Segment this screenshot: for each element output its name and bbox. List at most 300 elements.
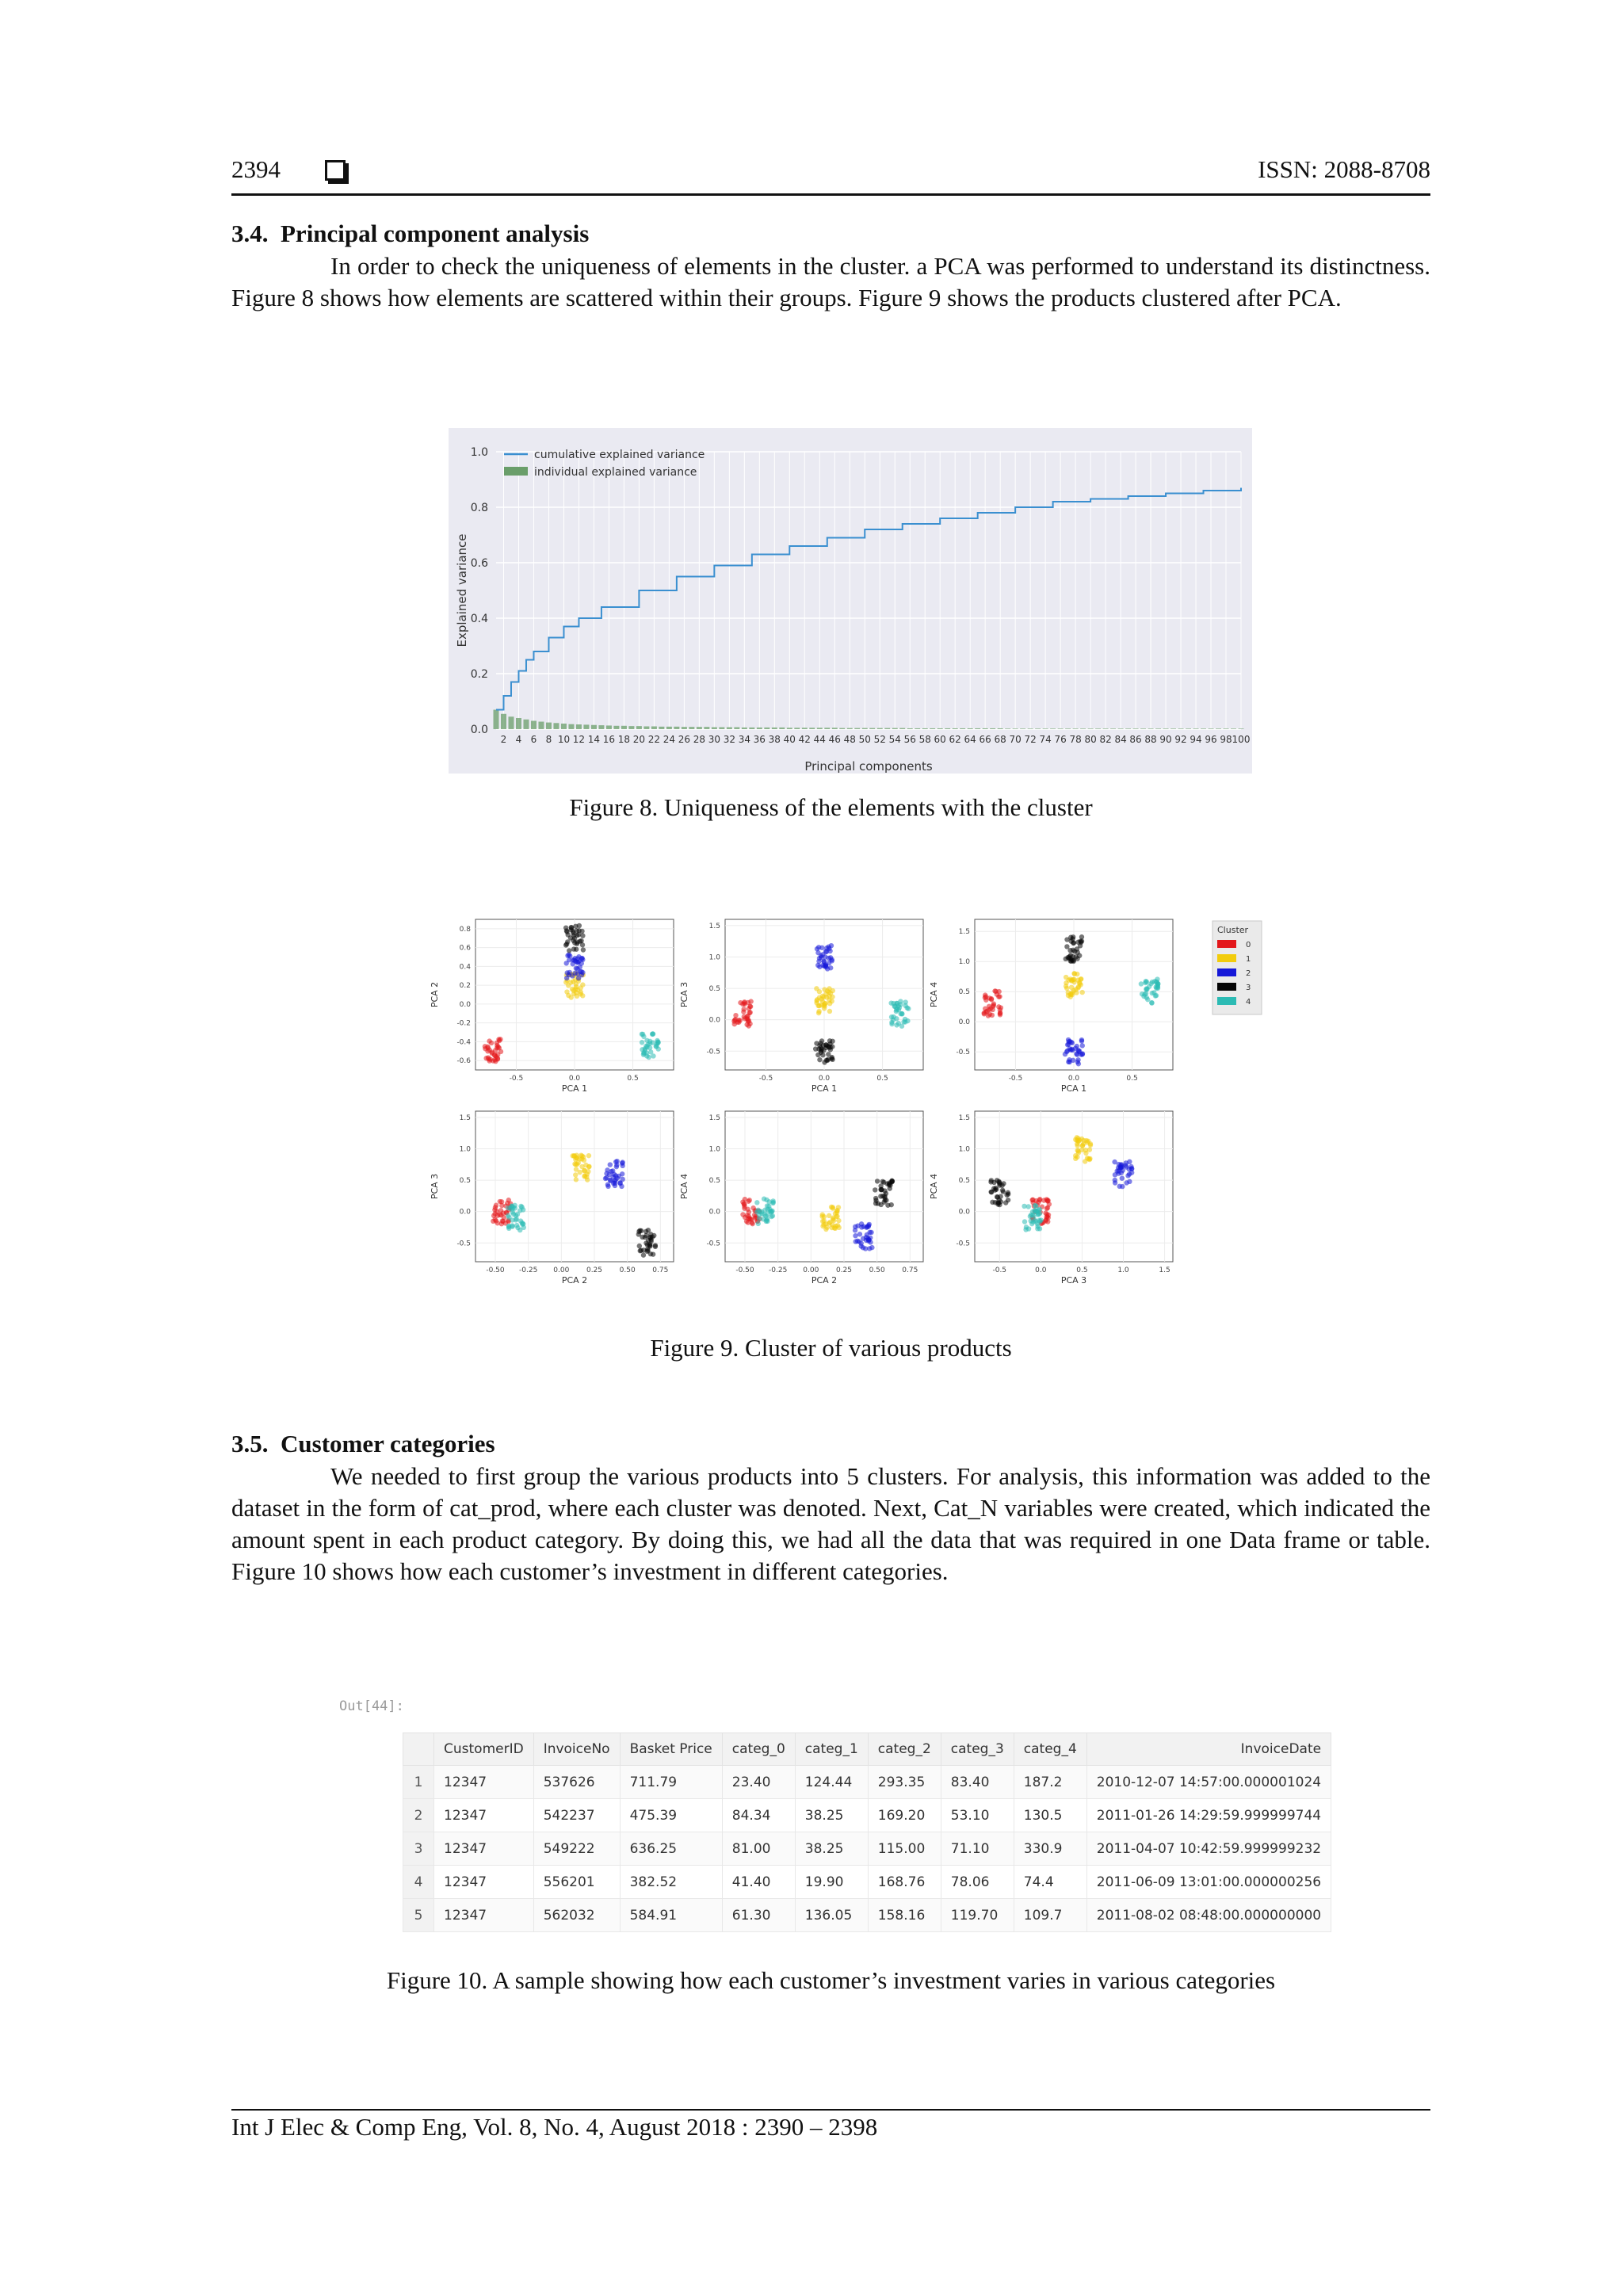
cluster-point bbox=[570, 1153, 575, 1158]
x-tick-label: 54 bbox=[888, 734, 901, 745]
variance-bar bbox=[1020, 728, 1025, 729]
cluster-point bbox=[1043, 1218, 1048, 1223]
variance-bar bbox=[1125, 728, 1131, 729]
cluster-point bbox=[566, 983, 571, 988]
table-cell: 330.9 bbox=[1014, 1832, 1086, 1866]
cluster-point bbox=[861, 1245, 865, 1250]
cluster-point bbox=[757, 1217, 762, 1221]
x-tick-label: 42 bbox=[798, 734, 811, 745]
cluster-point bbox=[570, 987, 575, 991]
cluster-point bbox=[817, 1057, 822, 1062]
x-tick-label: 16 bbox=[602, 734, 616, 745]
variance-bar bbox=[899, 728, 905, 729]
cluster-point bbox=[493, 1205, 498, 1209]
variance-bar bbox=[734, 728, 739, 729]
cluster-point bbox=[1080, 1143, 1085, 1148]
x-tick-label: 8 bbox=[545, 734, 552, 745]
table-cell: 136.05 bbox=[795, 1899, 868, 1932]
table-cell: 382.52 bbox=[620, 1866, 722, 1899]
cluster-point bbox=[814, 999, 819, 1003]
column-header: Basket Price bbox=[620, 1733, 722, 1766]
x-axis-label: PCA 1 bbox=[811, 1083, 838, 1094]
y-tick-label: 0.0 bbox=[459, 1000, 471, 1009]
variance-bar bbox=[628, 726, 634, 729]
variance-bar bbox=[930, 728, 935, 729]
cluster-point bbox=[1030, 1198, 1035, 1202]
cluster-point bbox=[1080, 990, 1085, 995]
cluster-point bbox=[1065, 1048, 1070, 1052]
x-axis-label: PCA 2 bbox=[811, 1275, 838, 1286]
x-tick-label: -0.5 bbox=[758, 1075, 773, 1083]
cluster-point bbox=[1071, 958, 1075, 963]
table-cell: 78.06 bbox=[941, 1866, 1014, 1899]
y-tick-label: 0.0 bbox=[708, 1208, 720, 1217]
cluster-point bbox=[747, 1023, 751, 1028]
cluster-point bbox=[620, 1159, 624, 1164]
x-axis-label: PCA 3 bbox=[1060, 1275, 1087, 1286]
table-cell: 168.76 bbox=[868, 1866, 941, 1899]
y-axis-label: PCA 2 bbox=[430, 981, 440, 1008]
y-tick-label: 0.6 bbox=[459, 944, 471, 953]
variance-bar bbox=[523, 720, 529, 729]
column-header: categ_3 bbox=[941, 1733, 1014, 1766]
table-cell: 74.4 bbox=[1014, 1866, 1086, 1899]
cluster-point bbox=[574, 965, 579, 970]
cluster-point bbox=[746, 1217, 750, 1221]
cluster-point bbox=[1038, 1217, 1043, 1222]
variance-bar bbox=[561, 724, 567, 729]
cluster-point bbox=[576, 976, 581, 980]
variance-bar bbox=[606, 725, 612, 729]
cluster-point bbox=[620, 1171, 624, 1176]
cluster-point bbox=[510, 1205, 515, 1209]
cluster-point bbox=[769, 1214, 773, 1219]
cluster-point bbox=[754, 1200, 759, 1205]
cluster-point bbox=[494, 1218, 498, 1223]
cluster-point bbox=[988, 1179, 993, 1184]
cluster-point bbox=[1083, 1159, 1087, 1163]
cluster-point bbox=[813, 1046, 818, 1051]
variance-bar bbox=[531, 721, 537, 730]
table-cell: 53.10 bbox=[941, 1799, 1014, 1832]
cluster-point bbox=[859, 1221, 864, 1226]
variance-bar bbox=[1224, 728, 1229, 729]
cluster-point bbox=[656, 1046, 661, 1051]
variance-bar bbox=[1163, 728, 1169, 729]
x-tick-label: 22 bbox=[647, 734, 661, 745]
scatter-panel bbox=[430, 1111, 674, 1286]
variance-bar bbox=[674, 727, 679, 729]
variance-bar bbox=[779, 728, 785, 729]
variance-bar bbox=[953, 728, 958, 729]
x-tick-label: 0.5 bbox=[1126, 1075, 1138, 1083]
x-axis-label: Principal components bbox=[804, 759, 933, 774]
variance-bar bbox=[1035, 728, 1041, 729]
x-tick-label: 24 bbox=[663, 734, 676, 745]
cluster-point bbox=[637, 1244, 642, 1248]
cluster-point bbox=[574, 1177, 579, 1182]
section-heading-3-4: 3.4. Principal component analysis bbox=[231, 220, 590, 247]
variance-bar bbox=[712, 728, 717, 729]
cluster-point bbox=[517, 1228, 522, 1232]
x-tick-label: 0.0 bbox=[818, 1075, 831, 1083]
variance-bar bbox=[907, 728, 913, 729]
x-tick-label: 10 bbox=[557, 734, 571, 745]
variance-bar bbox=[651, 727, 657, 730]
variance-bar bbox=[1193, 728, 1199, 729]
variance-bar bbox=[1073, 728, 1079, 729]
y-tick-label: 1.0 bbox=[958, 1145, 970, 1154]
cluster-point bbox=[493, 1048, 498, 1052]
row-index: 5 bbox=[403, 1899, 434, 1932]
x-tick-label: -0.50 bbox=[486, 1266, 505, 1274]
y-tick-label: 0.8 bbox=[470, 502, 488, 514]
x-tick-label: 4 bbox=[515, 734, 522, 745]
x-tick-label: -0.50 bbox=[735, 1266, 754, 1274]
y-tick-label: 1.0 bbox=[470, 446, 488, 459]
x-tick-label: 88 bbox=[1144, 734, 1157, 745]
x-tick-label: -0.5 bbox=[992, 1266, 1007, 1274]
variance-bar bbox=[1088, 728, 1094, 729]
cluster-point bbox=[574, 947, 579, 952]
figure-9-chart bbox=[412, 904, 1284, 1292]
cluster-point bbox=[880, 1179, 885, 1184]
cluster-point bbox=[991, 1186, 996, 1191]
cluster-point bbox=[1078, 938, 1083, 943]
cluster-point bbox=[510, 1224, 514, 1228]
table-cell: 84.34 bbox=[722, 1799, 795, 1832]
y-tick-label: 0.0 bbox=[470, 724, 488, 736]
x-axis-label: PCA 2 bbox=[561, 1275, 588, 1286]
y-tick-label: 0.0 bbox=[958, 1018, 970, 1027]
y-tick-label: -0.5 bbox=[956, 1240, 970, 1248]
cluster-point bbox=[567, 957, 571, 962]
cluster-point bbox=[567, 948, 571, 953]
table-cell: 12347 bbox=[434, 1866, 534, 1899]
cluster-point bbox=[824, 1224, 829, 1229]
variance-bar bbox=[772, 728, 777, 729]
cluster-point bbox=[896, 1021, 901, 1026]
column-header: InvoiceNo bbox=[533, 1733, 620, 1766]
footer-citation: Int J Elec & Comp Eng, Vol. 8, No. 4, August 2018 : 2390 – 2398 bbox=[231, 2113, 878, 2141]
cluster-point bbox=[1139, 981, 1144, 986]
variance-bar bbox=[998, 728, 1003, 729]
variance-bar bbox=[817, 728, 823, 729]
x-tick-label: 2 bbox=[500, 734, 507, 745]
legend-label: 0 bbox=[1246, 941, 1251, 949]
cluster-point bbox=[815, 950, 820, 955]
cluster-point bbox=[1153, 993, 1158, 998]
cluster-point bbox=[892, 1004, 897, 1009]
cluster-point bbox=[1037, 1207, 1042, 1212]
cluster-point bbox=[1033, 1219, 1038, 1224]
cluster-point bbox=[1045, 1198, 1050, 1203]
cluster-point bbox=[1075, 1148, 1080, 1153]
y-tick-label: -0.4 bbox=[456, 1038, 471, 1047]
table-cell: 115.00 bbox=[868, 1832, 941, 1866]
variance-bar bbox=[1043, 728, 1048, 729]
cluster-point bbox=[1127, 1179, 1132, 1184]
row-index: 2 bbox=[403, 1799, 434, 1832]
table-cell: 130.5 bbox=[1014, 1799, 1086, 1832]
x-tick-label: 38 bbox=[768, 734, 781, 745]
cluster-point bbox=[1075, 1057, 1080, 1062]
cluster-point bbox=[878, 1194, 883, 1198]
cluster-point bbox=[647, 1243, 652, 1247]
cluster-point bbox=[1066, 977, 1071, 982]
cluster-point bbox=[614, 1164, 619, 1169]
variance-bar bbox=[862, 728, 868, 729]
variance-bar bbox=[787, 728, 792, 729]
variance-bar bbox=[839, 728, 845, 729]
x-tick-label: 26 bbox=[678, 734, 691, 745]
cluster-point bbox=[582, 1173, 587, 1178]
cluster-point bbox=[766, 1204, 771, 1209]
cluster-point bbox=[884, 1191, 888, 1196]
cluster-point bbox=[1024, 1224, 1029, 1229]
y-tick-label: 1.5 bbox=[958, 1114, 970, 1122]
variance-bar bbox=[719, 728, 724, 729]
variance-bar bbox=[598, 725, 604, 729]
table-cell: 537626 bbox=[533, 1766, 620, 1799]
variance-bar bbox=[749, 728, 754, 729]
cluster-point bbox=[817, 989, 822, 994]
cluster-point bbox=[1079, 977, 1083, 982]
cluster-point bbox=[494, 1054, 498, 1059]
x-tick-label: 72 bbox=[1024, 734, 1037, 745]
x-tick-label: 50 bbox=[858, 734, 871, 745]
cluster-point bbox=[987, 1004, 991, 1009]
variance-bar bbox=[501, 714, 506, 729]
variance-bar bbox=[546, 723, 552, 729]
x-tick-label: 84 bbox=[1114, 734, 1127, 745]
customer-category-table bbox=[403, 1733, 1331, 1932]
x-tick-label: 86 bbox=[1129, 734, 1142, 745]
cluster-point bbox=[873, 1201, 878, 1205]
x-tick-label: 0.0 bbox=[1035, 1266, 1047, 1274]
y-tick-label: 1.0 bbox=[459, 1145, 471, 1154]
figure-10-caption: Figure 10. A sample showing how each customer’s investment varies in various categories bbox=[386, 1966, 1276, 1994]
variance-bar bbox=[727, 728, 732, 729]
cluster-point bbox=[903, 1017, 907, 1022]
variance-bar bbox=[960, 728, 965, 729]
cluster-point bbox=[853, 1233, 857, 1238]
variance-bar bbox=[1013, 728, 1018, 729]
cluster-point bbox=[577, 1170, 582, 1175]
figure-8-chart bbox=[449, 428, 1252, 774]
cluster-point bbox=[639, 1248, 643, 1253]
y-tick-label: 0.4 bbox=[470, 613, 488, 625]
cluster-point bbox=[573, 1172, 578, 1177]
cluster-point bbox=[831, 988, 835, 993]
x-tick-label: 0.5 bbox=[1076, 1266, 1088, 1274]
cluster-point bbox=[1118, 1163, 1123, 1167]
cluster-point bbox=[827, 1220, 832, 1224]
cluster-point bbox=[827, 1001, 832, 1006]
table-cell: 119.70 bbox=[941, 1899, 1014, 1932]
variance-bar bbox=[1178, 728, 1184, 729]
cluster-point bbox=[604, 1171, 609, 1176]
x-tick-label: 98 bbox=[1220, 734, 1232, 745]
row-index: 3 bbox=[403, 1832, 434, 1866]
cluster-point bbox=[820, 1052, 825, 1057]
cluster-point bbox=[563, 942, 568, 947]
cluster-point bbox=[1087, 1157, 1092, 1162]
table-cell: 636.25 bbox=[620, 1832, 722, 1866]
x-tick-label: 56 bbox=[903, 734, 916, 745]
column-header: categ_4 bbox=[1014, 1733, 1086, 1766]
table-header-row bbox=[403, 1733, 1331, 1766]
cluster-point bbox=[1084, 1138, 1089, 1143]
table-cell: 109.7 bbox=[1014, 1899, 1086, 1932]
variance-bar bbox=[802, 728, 808, 729]
variance-bar bbox=[809, 728, 815, 729]
variance-bar bbox=[697, 727, 702, 729]
cluster-point bbox=[750, 1221, 754, 1225]
cluster-point bbox=[997, 994, 1002, 999]
variance-bar bbox=[1148, 728, 1154, 729]
variance-bar bbox=[1155, 728, 1161, 729]
cluster-point bbox=[564, 928, 569, 933]
variance-bar bbox=[538, 722, 544, 729]
variance-bar bbox=[682, 727, 687, 729]
table-row bbox=[403, 1866, 1331, 1899]
cluster-point bbox=[819, 996, 823, 1001]
variance-bar bbox=[689, 727, 694, 729]
variance-bar bbox=[884, 728, 890, 729]
cluster-point bbox=[1072, 949, 1077, 953]
cluster-point bbox=[899, 1011, 904, 1016]
variance-bar bbox=[1201, 728, 1206, 729]
cluster-point bbox=[1120, 1184, 1125, 1189]
legend-label: individual explained variance bbox=[534, 466, 697, 479]
cluster-point bbox=[831, 1205, 835, 1209]
variance-bar bbox=[1080, 728, 1086, 729]
cluster-point bbox=[891, 1014, 896, 1019]
variance-bar bbox=[742, 728, 747, 729]
x-tick-label: 12 bbox=[572, 734, 586, 745]
paragraph-text: In order to check the uniqueness of elements in the cluster. a PCA was performed to understand its distinctness. Figure 8 shows how elements are scattered within their groups. Figure 9 shows the products clustered after PCA. bbox=[231, 252, 1430, 311]
cluster-point bbox=[822, 987, 827, 991]
table-cell: 711.79 bbox=[620, 1766, 722, 1799]
x-tick-label: 90 bbox=[1159, 734, 1172, 745]
legend-title: Cluster bbox=[1217, 925, 1249, 935]
cluster-point bbox=[651, 1031, 655, 1036]
variance-bar bbox=[1186, 728, 1191, 729]
cluster-point bbox=[501, 1219, 506, 1224]
cluster-point bbox=[819, 946, 824, 950]
variance-bar bbox=[1140, 728, 1146, 729]
cluster-point bbox=[984, 1009, 989, 1014]
x-tick-label: 58 bbox=[918, 734, 931, 745]
cluster-point bbox=[605, 1184, 610, 1189]
cluster-point bbox=[608, 1162, 613, 1167]
cluster-point bbox=[575, 940, 579, 945]
cluster-point bbox=[506, 1213, 510, 1218]
variance-bar bbox=[591, 725, 597, 729]
variance-bar bbox=[568, 724, 574, 729]
x-tick-label: 0.75 bbox=[652, 1266, 669, 1274]
cluster-point bbox=[489, 1041, 494, 1045]
x-tick-label: 78 bbox=[1069, 734, 1082, 745]
cluster-point bbox=[1120, 1176, 1125, 1181]
table-cell: 71.10 bbox=[941, 1832, 1014, 1866]
cluster-point bbox=[819, 1038, 824, 1043]
cluster-point bbox=[1022, 1204, 1026, 1209]
y-tick-label: 0.0 bbox=[958, 1208, 970, 1217]
y-axis-label: PCA 4 bbox=[929, 981, 939, 1008]
cluster-point bbox=[586, 1153, 591, 1158]
y-tick-label: 0.5 bbox=[958, 988, 970, 997]
table-cell: 293.35 bbox=[868, 1766, 941, 1799]
cluster-point bbox=[1000, 1188, 1005, 1193]
scatter-panel bbox=[679, 1111, 923, 1286]
cluster-point bbox=[822, 1060, 827, 1064]
cluster-point bbox=[488, 1056, 493, 1061]
cluster-point bbox=[833, 1211, 838, 1216]
cluster-point bbox=[498, 1213, 503, 1217]
cluster-point bbox=[581, 947, 586, 952]
legend-swatch bbox=[1217, 983, 1236, 991]
cluster-point bbox=[1127, 1167, 1132, 1171]
x-tick-label: 52 bbox=[873, 734, 886, 745]
x-tick-label: 32 bbox=[723, 734, 735, 745]
cluster-point bbox=[572, 971, 577, 976]
cluster-point bbox=[1066, 990, 1071, 995]
table-cell: 83.40 bbox=[941, 1766, 1014, 1799]
x-tick-label: 1.5 bbox=[1159, 1266, 1170, 1274]
variance-bar bbox=[922, 728, 928, 729]
cluster-legend bbox=[1212, 921, 1262, 1014]
variance-bar bbox=[613, 726, 619, 729]
cluster-point bbox=[644, 1045, 649, 1049]
variance-bar bbox=[915, 728, 920, 729]
cluster-point bbox=[827, 1213, 831, 1218]
cluster-point bbox=[830, 1055, 834, 1060]
variance-bar bbox=[576, 724, 582, 729]
x-tick-label: 28 bbox=[693, 734, 706, 745]
x-tick-label: 6 bbox=[530, 734, 537, 745]
x-axis-label: PCA 1 bbox=[561, 1083, 588, 1094]
y-tick-label: 1.0 bbox=[708, 953, 720, 962]
x-tick-label: 0.25 bbox=[586, 1266, 603, 1274]
table-cell: 12347 bbox=[434, 1899, 534, 1932]
column-header: InvoiceDate bbox=[1086, 1733, 1331, 1766]
table-cell: 19.90 bbox=[795, 1866, 868, 1899]
y-tick-label: -0.6 bbox=[456, 1057, 471, 1066]
table-row bbox=[403, 1766, 1331, 1799]
figure-9-caption: Figure 9. Cluster of various products bbox=[650, 1334, 1012, 1362]
variance-bar bbox=[892, 728, 898, 729]
variance-bar bbox=[553, 723, 559, 729]
scatter-panel bbox=[430, 919, 674, 1094]
x-tick-label: 20 bbox=[632, 734, 646, 745]
x-tick-label: 0.00 bbox=[553, 1266, 570, 1274]
cluster-point bbox=[1071, 1058, 1075, 1063]
cluster-point bbox=[615, 1175, 620, 1180]
cluster-point bbox=[573, 959, 578, 964]
cluster-point bbox=[1075, 1135, 1079, 1140]
cluster-point bbox=[1127, 1159, 1132, 1164]
variance-bar bbox=[983, 728, 988, 729]
cluster-point bbox=[999, 1183, 1004, 1188]
x-tick-label: 48 bbox=[843, 734, 856, 745]
variance-bar bbox=[1028, 728, 1033, 729]
variance-bar bbox=[516, 718, 521, 729]
x-tick-label: 0.0 bbox=[568, 1075, 581, 1083]
y-tick-label: 0.0 bbox=[708, 1016, 720, 1025]
cluster-point bbox=[613, 1159, 618, 1164]
